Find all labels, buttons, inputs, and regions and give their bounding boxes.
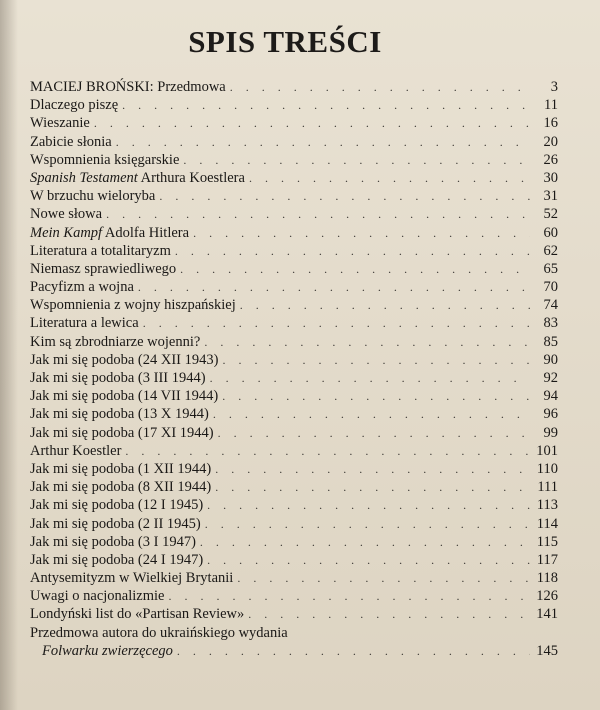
toc-entry-title xyxy=(30,587,168,605)
toc-entry-title-italic: Mein Kampf xyxy=(30,224,103,241)
toc-entry-title xyxy=(30,187,159,205)
toc-entry-title-continuation: Folwarku zwierzęcego xyxy=(42,642,173,659)
dot-leader xyxy=(94,114,530,132)
toc-entry xyxy=(30,405,558,423)
toc-entry-title xyxy=(30,278,138,296)
toc-entry-title-text: Pacyfizm a wojna xyxy=(30,279,134,296)
toc-page-number: 92 xyxy=(543,370,558,386)
toc-entry-title-text: Jak mi się podoba (12 I 1945) xyxy=(30,497,204,514)
toc-entry-title xyxy=(30,605,248,623)
toc-page-number: 94 xyxy=(543,388,558,405)
toc-entry-title-suffix: Adolfa Hitlera xyxy=(102,224,190,241)
toc-entry xyxy=(30,151,558,169)
dot-leader xyxy=(122,96,530,114)
toc-entry-title xyxy=(30,296,240,314)
page-fold-shadow xyxy=(0,0,18,710)
dot-leader xyxy=(222,387,530,405)
toc-entry-title-text: Londyński list do «Partisan Review» xyxy=(30,606,245,623)
toc-entry-title-text: Dlaczego piszę xyxy=(30,97,119,114)
toc-page-number: 115 xyxy=(536,533,558,550)
toc-entry xyxy=(30,369,558,387)
toc-entry-title xyxy=(30,242,175,260)
toc-page-number: 65 xyxy=(543,260,558,277)
toc-entry xyxy=(30,569,558,587)
toc-page-number: 74 xyxy=(543,297,558,314)
toc-page-number: 70 xyxy=(543,279,558,296)
dot-leader xyxy=(248,605,530,623)
toc-entry-title-text: Jak mi się podoba (3 III 1944) xyxy=(30,370,206,386)
toc-page-number: 11 xyxy=(544,97,558,114)
toc-entry-title xyxy=(30,387,222,405)
toc-entry xyxy=(30,460,558,478)
toc-entry-title-text: Literatura a totalitaryzm xyxy=(30,242,171,259)
toc-entry xyxy=(30,314,558,332)
toc-entry xyxy=(30,442,558,460)
toc-entry-title xyxy=(30,151,183,169)
toc-entry xyxy=(30,515,558,533)
toc-entry-title-text: Wspomnienia z wojny hiszpańskiej xyxy=(30,297,236,314)
toc-entry-title-text: Literatura a lewica xyxy=(30,315,139,332)
toc-entry-title xyxy=(30,515,205,533)
toc-entry-title xyxy=(30,405,213,423)
toc-entry-title xyxy=(30,424,218,442)
toc-entry-title-text: Jak mi się podoba (24 XII 1943) xyxy=(30,351,219,368)
toc-entry xyxy=(30,96,558,114)
toc-entry xyxy=(30,478,558,496)
dot-leader xyxy=(183,151,530,169)
toc-entry-title xyxy=(30,114,94,132)
toc-entry-title-text: Jak mi się podoba (17 XI 1944) xyxy=(30,424,214,441)
toc-entry-title xyxy=(30,78,230,96)
dot-leader xyxy=(125,442,530,460)
table-of-contents xyxy=(30,78,558,661)
toc-page-number: 3 xyxy=(550,79,558,95)
dot-leader xyxy=(218,424,530,442)
toc-page-number: 111 xyxy=(537,479,558,496)
toc-entry-title-text: Jak mi się podoba (2 II 1945) xyxy=(30,515,201,532)
toc-entry-title xyxy=(30,96,122,114)
toc-entry-title xyxy=(30,478,215,496)
toc-entry xyxy=(30,551,558,569)
dot-leader xyxy=(106,205,530,223)
toc-entry-title-suffix: Arthura Koestlera xyxy=(137,169,245,186)
toc-entry-title-text: Jak mi się podoba (8 XII 1944) xyxy=(30,479,212,496)
toc-entry xyxy=(30,224,558,242)
toc-entry-title-text: Zabicie słonia xyxy=(30,133,112,150)
toc-entry-title xyxy=(30,205,106,223)
toc-entry-title-text: Jak mi się podoba (14 VII 1944) xyxy=(30,388,219,405)
dot-leader xyxy=(200,533,530,551)
toc-entry xyxy=(30,387,558,405)
toc-page-number: 141 xyxy=(536,606,558,623)
dot-leader xyxy=(207,496,530,514)
toc-entry-multiline-first xyxy=(30,624,558,642)
toc-page-number: 117 xyxy=(536,551,558,568)
toc-entry xyxy=(30,242,558,260)
toc-entry xyxy=(30,496,558,514)
toc-entry-title xyxy=(30,569,237,587)
toc-entry-title xyxy=(30,351,222,369)
toc-page-number: 62 xyxy=(543,242,558,259)
toc-entry-title xyxy=(30,169,249,187)
dot-leader xyxy=(207,551,530,569)
toc-page-number: 145 xyxy=(536,642,558,659)
toc-entry-title-text: Uwagi o nacjonalizmie xyxy=(30,588,165,605)
toc-page-number: 126 xyxy=(536,588,558,605)
toc-entry xyxy=(30,187,558,205)
dot-leader xyxy=(143,314,530,332)
dot-leader xyxy=(205,515,530,533)
toc-entry-title xyxy=(30,533,200,551)
page-title: SPIS TREŚCI xyxy=(188,24,382,59)
toc-entry-title-text: Kim są zbrodniarze wojenni? xyxy=(30,333,201,350)
toc-page-number: 110 xyxy=(536,460,558,477)
toc-entry xyxy=(30,278,558,296)
toc-entry-title-text: Jak mi się podoba (1 XII 1944) xyxy=(30,460,212,477)
toc-entry xyxy=(30,351,558,369)
toc-page-number: 96 xyxy=(543,406,558,423)
toc-page-number: 30 xyxy=(543,169,558,186)
toc-entry-title-text: Wieszanie xyxy=(30,115,90,132)
dot-leader xyxy=(175,242,530,260)
toc-entry-title: Przedmowa autora do ukraińskiego wydania xyxy=(30,624,288,641)
toc-page-number: 118 xyxy=(536,570,558,587)
dot-leader xyxy=(240,296,530,314)
dot-leader xyxy=(215,478,530,496)
dot-leader xyxy=(180,260,530,278)
toc-entry-title-text: Jak mi się podoba (3 I 1947) xyxy=(30,533,196,550)
toc-entry-title xyxy=(30,224,193,242)
toc-entry xyxy=(30,333,558,351)
toc-page-number: 31 xyxy=(543,188,558,205)
toc-page-number: 26 xyxy=(543,151,558,168)
toc-page-number: 90 xyxy=(543,351,558,368)
toc-entry xyxy=(30,169,558,187)
toc-entry-title-text: Jak mi się podoba (24 I 1947) xyxy=(30,551,204,568)
dot-leader xyxy=(230,78,530,96)
dot-leader xyxy=(168,587,530,605)
toc-page-number: 52 xyxy=(543,206,558,223)
toc-entry-multiline-second xyxy=(30,642,558,661)
toc-entry-title xyxy=(30,369,210,387)
toc-entry xyxy=(30,587,558,605)
toc-entry-title xyxy=(30,442,125,460)
toc-page-number: 16 xyxy=(543,115,558,132)
toc-entry-title xyxy=(30,260,180,278)
dot-leader xyxy=(177,642,530,660)
dot-leader xyxy=(213,405,530,423)
dot-leader xyxy=(116,133,530,151)
toc-entry xyxy=(30,114,558,132)
toc-page-number: 101 xyxy=(536,442,558,459)
dot-leader xyxy=(222,351,530,369)
toc-entry-title-text: Arthur Koestler xyxy=(30,442,122,459)
toc-entry-title-italic: Spanish Testament xyxy=(30,169,138,186)
toc-entry-title xyxy=(30,496,207,514)
toc-entry-title-text: Jak mi się podoba (13 X 1944) xyxy=(30,406,209,423)
toc-entry-title-text: Wspomnienia księgarskie xyxy=(30,151,180,168)
dot-leader xyxy=(193,224,530,242)
toc-entry xyxy=(30,78,558,96)
toc-page-number: 114 xyxy=(536,515,558,532)
dot-leader xyxy=(210,369,530,387)
toc-page-number: 60 xyxy=(543,224,558,241)
toc-entry xyxy=(30,205,558,223)
toc-page-number: 99 xyxy=(543,424,558,441)
toc-entry-title-text: MACIEJ BROŃSKI: Przedmowa xyxy=(30,79,226,95)
toc-entry xyxy=(30,133,558,151)
toc-entry xyxy=(30,424,558,442)
toc-entry xyxy=(30,296,558,314)
toc-entry-title xyxy=(30,314,143,332)
toc-entry xyxy=(30,533,558,551)
dot-leader xyxy=(249,169,530,187)
toc-entry-title xyxy=(30,460,215,478)
toc-entry-title-text: W brzuchu wieloryba xyxy=(30,188,156,205)
toc-entry-title xyxy=(30,333,204,351)
dot-leader xyxy=(159,187,530,205)
dot-leader xyxy=(215,460,530,478)
toc-entry-title xyxy=(30,133,116,151)
toc-entry xyxy=(30,260,558,278)
toc-entry xyxy=(30,605,558,623)
toc-page-number: 113 xyxy=(536,497,558,514)
toc-entry-title-text: Niemasz sprawiedliwego xyxy=(30,260,177,277)
toc-entry-title-text: Nowe słowa xyxy=(30,206,103,223)
toc-page-number: 83 xyxy=(543,315,558,332)
toc-page-number: 20 xyxy=(543,133,558,150)
toc-entry-title-text: Antysemityzm w Wielkiej Brytanii xyxy=(30,570,234,587)
dot-leader xyxy=(138,278,530,296)
toc-page-number: 85 xyxy=(543,333,558,350)
dot-leader xyxy=(204,333,530,351)
dot-leader xyxy=(237,569,530,587)
toc-entry-title xyxy=(30,551,207,569)
